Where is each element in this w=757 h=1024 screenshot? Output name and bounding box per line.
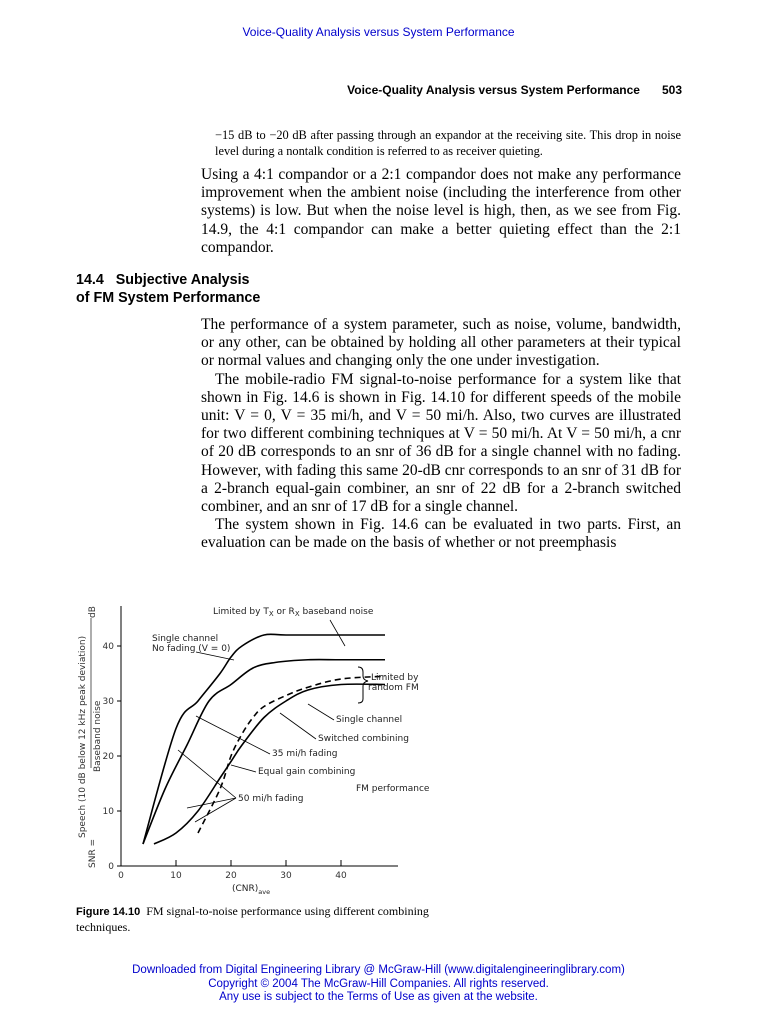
footer-terms[interactable]: Any use is subject to the Terms of Use as given at the website. — [219, 991, 538, 1003]
x-axis-label: $(CNR)_{ave}$ — [232, 884, 271, 896]
y-axis-label-speech: Speech (10 dB below 12 kHz peak deviation) — [78, 635, 88, 838]
y-tick-label: 10 — [102, 807, 114, 817]
series-line-1 — [143, 660, 385, 844]
section-number: 14.4 — [76, 272, 104, 288]
random-fm-bracket — [358, 667, 368, 703]
y-tick-label: 0 — [108, 862, 114, 872]
annotation-50-fading: 50 mi/h fading — [238, 794, 304, 804]
figure-caption — [76, 904, 476, 935]
running-header-title: Voice-Quality Analysis versus System Performance — [347, 83, 640, 97]
paragraph-parameter: The performance of a system parameter, such as noise, volume, bandwidth, or any other, can be obtained by holding all other parameters at their typical or normal values and changing only the one under investigation. — [201, 316, 681, 370]
annotation-random-fm-2: random FM — [368, 683, 419, 693]
x-tick-label: 10 — [170, 871, 182, 881]
y-axis-unit: dB — [88, 606, 98, 618]
note-paragraph: −15 dB to −20 dB after passing through an expandor at the receiving site. This drop in noise level during a nontalk condition is referred to as receiver quieting. — [215, 128, 681, 158]
caption-label: Figure 14.10 — [76, 906, 141, 918]
x-tick-label: 20 — [225, 871, 237, 881]
annotation-switched-combining: Switched combining — [318, 734, 409, 744]
x-ticks — [118, 860, 347, 881]
footer-copyright: Copyright © 2004 The McGraw-Hill Companies. All rights reserved. — [208, 977, 549, 990]
figure-14-10-chart — [70, 598, 510, 898]
annotation-single-no-fading-2: No fading (V = 0) — [152, 644, 231, 654]
x-tick-label: 0 — [118, 871, 124, 881]
leader-fm-perf-3 — [195, 798, 236, 822]
caption-text: FM signal-to-noise performance using different combining techniques. — [76, 904, 429, 934]
section-heading — [76, 271, 260, 307]
y-tick-label: 30 — [102, 697, 114, 707]
x-tick-label: 40 — [335, 871, 347, 881]
section-title-line1: Subjective Analysis — [115, 272, 250, 288]
y-tick-label: 20 — [102, 752, 114, 762]
annotation-single-channel: Single channel — [336, 715, 403, 725]
leader-equal-gain — [231, 765, 256, 772]
footer — [0, 964, 757, 1005]
leader-35-fading — [196, 716, 270, 754]
paragraph-snr: The mobile-radio FM signal-to-noise performance for a system like that shown in Fig. 14.6 is shown in Fig. 14.10 for different speeds of the mobile unit: V = 0, V = 35 mi/h, and V = 50 mi/h. Also, two curves are illustrated for two different combining techniques at V = 50 mi/h. At V = 50 mi/h, a cnr of 20 dB corresponds to an snr of 36 dB for a single channel with no fading. However, with fading this same 20-dB cnr corresponds to an snr of 31 dB for a 2-branch equal-gain combiner, an snr of 22 dB for a 2-branch switched combiner, and an snr of 17 dB for a single channel. — [201, 370, 681, 516]
y-tick-label: 40 — [102, 642, 114, 652]
leader-fm-perf-2 — [187, 798, 236, 808]
section-title-line2: of FM System Performance — [76, 290, 261, 306]
footer-download-link[interactable]: Downloaded from Digital Engineering Library @ McGraw-Hill (www.digitalengineeringlibrary.com) — [132, 964, 625, 976]
compandor-paragraph — [201, 166, 681, 257]
y-ticks — [103, 642, 121, 872]
annotation-random-fm-1: Limited by — [371, 673, 419, 683]
running-header — [0, 83, 682, 97]
leader-single-channel — [308, 704, 334, 720]
paragraph-text: Using a 4:1 compandor or a 2:1 compandor does not make any performance improvement when the ambient noise (including the interference from other systems) is low. But when the noise level is high, then, as we see from Fig. 14.9, the 4:1 compandor can make a better quieting effect than the 2:1 compandor. — [201, 166, 681, 256]
annotation-35-fading: 35 mi/h fading — [272, 749, 338, 759]
y-axis-label-noise: Baseband noise — [93, 700, 103, 772]
paragraph-evaluation: The system shown in Fig. 14.6 can be evaluated in two parts. First, an evaluation can be made on the basis of whether or not preemphasis — [201, 516, 681, 552]
leader-fm-perf-1 — [178, 750, 236, 798]
leader-switched — [280, 713, 316, 739]
y-axis-label-snr: SNR = — [88, 838, 98, 868]
annotation-single-no-fading-1: Single channel — [152, 634, 219, 644]
x-tick-label: 30 — [280, 871, 292, 881]
annotation-fm-performance: FM performance — [356, 784, 430, 794]
annotation-equal-gain: Equal gain combining — [258, 767, 356, 777]
page-number: 503 — [661, 83, 682, 97]
baseband-limit-pointer — [330, 620, 345, 646]
top-link[interactable]: Voice-Quality Analysis versus System Performance — [242, 25, 515, 39]
annotation-baseband-limit: Limited by $T_X$ or $R_X$ baseband noise — [213, 607, 374, 618]
body-text — [201, 316, 681, 553]
